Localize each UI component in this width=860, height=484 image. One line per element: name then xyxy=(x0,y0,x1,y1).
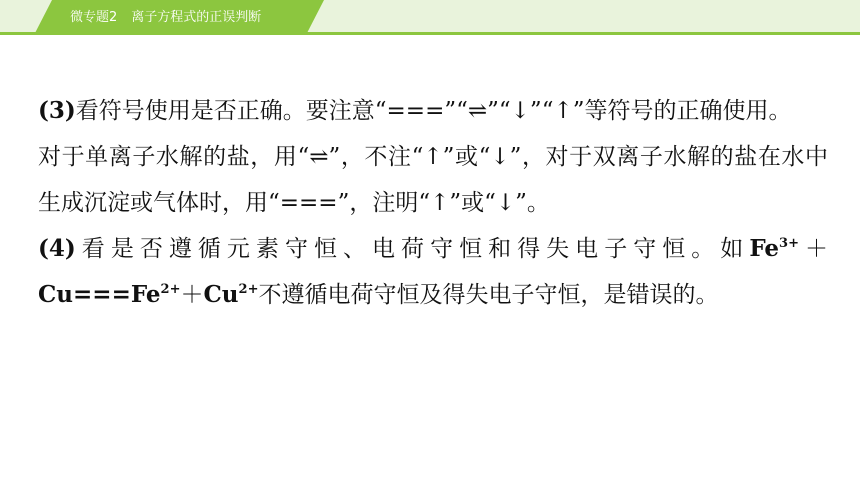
topic-label: 微专题2 xyxy=(70,10,118,25)
item-text-3: 看符号使用是否正确。要注意“===”“⇌”“↓”“↑”等符号的正确使用。 xyxy=(75,98,792,124)
item-text-4: 看是否遵循元素守恒、电荷守恒和得失电子守恒。如 xyxy=(75,236,750,262)
item-label-3: (3) xyxy=(38,97,76,124)
equation-fe: Fe xyxy=(749,235,780,262)
item-label-4: (4) xyxy=(38,235,76,262)
paragraph-3-detail xyxy=(38,134,828,226)
equation-plus-1: ＋ xyxy=(798,236,829,262)
equation-cu2: Cu xyxy=(203,281,239,308)
equation-cu: Cu===Fe xyxy=(38,281,161,308)
item-text-4-tail: 不遵循电荷守恒及得失电子守恒，是错误的。 xyxy=(258,282,719,308)
paragraph-3 xyxy=(38,88,828,134)
equation-fe-charge: 3+ xyxy=(779,236,799,251)
paragraph-4 xyxy=(38,226,828,318)
slide-content xyxy=(38,88,828,318)
topic-title: 离子方程式的正误判断 xyxy=(131,10,262,25)
slide-header xyxy=(0,0,860,36)
equation-plus-2: ＋ xyxy=(180,282,204,308)
equation-fe2-charge: 2+ xyxy=(160,282,181,297)
equation-cu2-charge: 2+ xyxy=(238,282,259,297)
item-text-3-detail: 对于单离子水解的盐，用“⇌”，不注“↑”或“↓”，对于双离子水解的盐在水中生成沉淀或气体时，用“===”，注明“↑”或“↓”。 xyxy=(38,144,828,216)
header-title xyxy=(70,8,261,28)
